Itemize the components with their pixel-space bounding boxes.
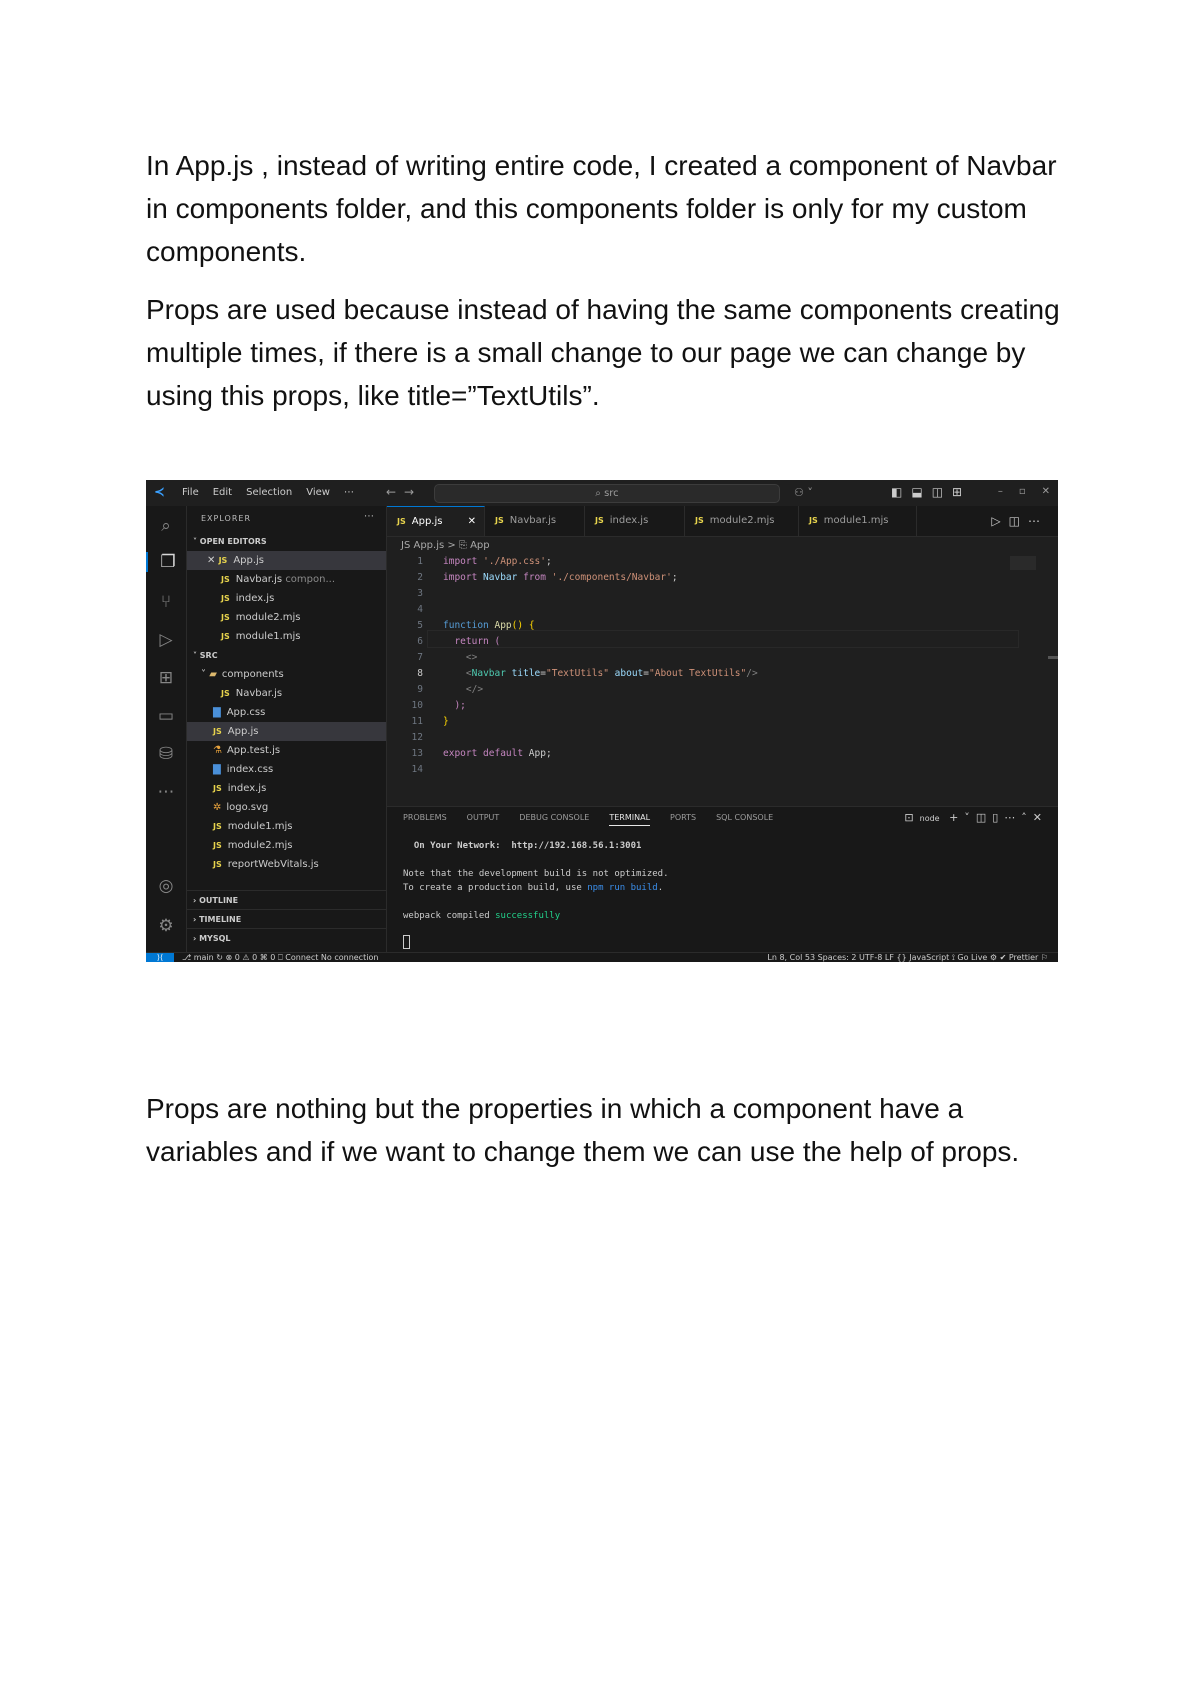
tab-terminal[interactable]: TERMINAL <box>609 813 650 826</box>
test-file-icon: ⚗ <box>213 745 222 756</box>
menu-selection[interactable]: Selection <box>246 487 293 498</box>
open-editor-item[interactable] <box>187 627 386 646</box>
tab-index-js[interactable] <box>585 506 685 536</box>
code-line: </> <box>465 684 484 695</box>
line-number: 9 <box>417 684 423 695</box>
copilot-icon[interactable]: ⚇ ˅ <box>794 486 813 499</box>
open-editors-label: OPEN EDITORS <box>199 537 267 546</box>
terminal-line: webpack compiled successfully <box>403 911 561 921</box>
terminal-shell-label: node <box>919 814 940 823</box>
line-number: 3 <box>417 588 423 599</box>
tab-sql-console[interactable]: SQL CONSOLE <box>716 813 774 822</box>
file-name: App.test.js <box>226 745 281 756</box>
toggle-secondary-sidebar-icon[interactable]: ◫ <box>931 485 944 499</box>
css-file-icon: ▇ <box>213 764 221 775</box>
file-item[interactable] <box>187 817 386 836</box>
file-name: index.js <box>227 783 267 794</box>
explorer-header: EXPLORER <box>201 514 251 523</box>
tab-label: index.js <box>609 515 649 526</box>
js-file-icon: JS <box>221 594 230 603</box>
tab-app-js[interactable] <box>387 506 485 536</box>
run-debug-icon[interactable]: ▷ <box>159 630 173 650</box>
line-number: 11 <box>411 716 423 727</box>
css-file-icon: ▇ <box>213 707 221 718</box>
close-tab-icon[interactable]: ✕ <box>467 516 476 527</box>
tab-module2-mjs[interactable] <box>685 506 799 536</box>
src-section[interactable]: ˅ SRC <box>193 651 218 660</box>
file-item[interactable] <box>187 779 386 798</box>
line-number: 5 <box>417 620 423 631</box>
line-number: 2 <box>417 572 423 583</box>
line-number: 8 <box>417 668 423 679</box>
maximize-icon[interactable]: ▫ <box>1018 486 1026 497</box>
timeline-label: TIMELINE <box>199 915 242 924</box>
file-name: module2.mjs <box>235 612 301 623</box>
tab-navbar-js[interactable] <box>485 506 585 536</box>
tab-label: module2.mjs <box>709 515 775 526</box>
close-icon[interactable]: ✕ <box>207 555 219 566</box>
nav-arrows-icon[interactable]: ←→ <box>386 485 423 499</box>
more-actions-icon[interactable]: ⋯ <box>1004 811 1022 824</box>
file-name: logo.svg <box>226 802 269 813</box>
outline-label: OUTLINE <box>199 896 239 905</box>
code-line: function App() { <box>443 620 535 631</box>
terminal-cursor <box>403 935 410 949</box>
menu-file[interactable]: File <box>182 487 199 498</box>
file-path-detail: compon... <box>285 574 336 585</box>
toggle-sidebar-icon[interactable]: ◧ <box>891 485 903 499</box>
tab-ports[interactable]: PORTS <box>670 813 697 822</box>
file-item[interactable] <box>187 760 386 779</box>
status-left[interactable]: ⎇ main ↻ ⊗ 0 ⚠ 0 ⌘ 0 ⎕ Connect No connection <box>182 953 379 962</box>
paragraph-props-definition: Props are nothing but the properties in which a component have a variables and if we want to change them we can use the help of props. <box>146 1093 1020 1167</box>
tab-label: App.js <box>411 516 443 527</box>
js-file-icon: JS <box>213 860 222 869</box>
line-number: 6 <box>417 636 423 647</box>
window-controls <box>998 486 1050 497</box>
menu-more[interactable]: ⋯ <box>343 487 354 498</box>
more-views-icon[interactable]: ⋯ <box>157 782 175 802</box>
js-file-icon: JS <box>213 784 222 793</box>
terminal-icon[interactable]: ⊡ <box>904 811 920 824</box>
split-terminal-icon[interactable]: ◫ <box>975 811 993 824</box>
file-item[interactable] <box>187 741 386 760</box>
file-item[interactable] <box>187 722 386 741</box>
mysql-label: MYSQL <box>199 934 231 943</box>
panel-actions <box>904 811 1048 824</box>
remote-indicator-icon[interactable]: ⟩⟨ <box>146 953 174 962</box>
panel-tabs <box>403 813 773 826</box>
code-line: return ( <box>454 636 501 647</box>
account-icon[interactable]: ◎ <box>158 876 174 896</box>
file-item[interactable] <box>187 798 386 817</box>
src-label: SRC <box>199 651 218 660</box>
menu-bar <box>182 487 354 498</box>
js-file-icon: JS <box>397 517 406 526</box>
open-editor-item[interactable] <box>187 570 386 589</box>
tab-problems[interactable]: PROBLEMS <box>403 813 447 822</box>
js-file-icon: JS <box>595 516 604 525</box>
line-number: 10 <box>411 700 423 711</box>
menu-view[interactable]: View <box>306 487 330 498</box>
line-number: 7 <box>417 652 423 663</box>
source-control-icon[interactable]: ⑂ <box>160 592 172 612</box>
open-editor-item[interactable] <box>187 589 386 608</box>
file-name: Navbar.js <box>235 574 283 585</box>
file-item[interactable] <box>187 703 386 722</box>
title-bar <box>146 480 1058 507</box>
js-file-icon: JS <box>221 613 230 622</box>
scrollbar[interactable] <box>1048 656 1058 659</box>
js-file-icon: JS <box>221 689 230 698</box>
search-icon[interactable]: ⌕ <box>161 516 171 536</box>
tab-label: Navbar.js <box>509 515 557 526</box>
tab-label: module1.mjs <box>823 515 889 526</box>
file-name: module1.mjs <box>235 631 301 642</box>
breadcrumb[interactable]: JS App.js > ⎘ App <box>401 540 490 551</box>
database-icon[interactable]: ⛁ <box>158 744 174 764</box>
js-file-icon: JS <box>213 727 222 736</box>
code-line: import Navbar from './components/Navbar'; <box>443 572 678 583</box>
menu-edit[interactable]: Edit <box>212 487 233 498</box>
remote-explorer-icon[interactable]: ▭ <box>157 706 175 726</box>
file-name: App.js <box>227 726 259 737</box>
js-file-icon: JS <box>695 516 704 525</box>
code-line: ); <box>454 700 466 711</box>
explorer-more-icon[interactable]: ⋯ <box>364 511 374 522</box>
file-item[interactable] <box>187 855 386 874</box>
explorer-icon[interactable]: ❐ <box>146 552 188 572</box>
code-line: } <box>443 716 449 727</box>
code-line: export default App; <box>443 748 552 759</box>
settings-gear-icon[interactable]: ⚙ <box>158 916 174 936</box>
file-item[interactable] <box>187 684 386 703</box>
file-name: index.css <box>226 764 274 775</box>
mysql-section[interactable]: › MYSQL <box>187 928 386 948</box>
minimap[interactable] <box>1010 556 1036 570</box>
line-number: 13 <box>411 748 423 759</box>
file-name: module2.mjs <box>227 840 293 851</box>
open-editor-item[interactable] <box>187 551 386 570</box>
svg-file-icon: ✲ <box>213 802 222 813</box>
file-name: index.js <box>235 593 275 604</box>
new-terminal-icon[interactable]: +˅ <box>949 811 976 824</box>
folder-icon: ▰ <box>209 669 217 680</box>
explorer-sidebar <box>187 506 387 952</box>
js-file-icon: JS <box>221 575 230 584</box>
terminal-line: On Your Network: http://192.168.56.1:3001 <box>403 841 642 851</box>
status-right[interactable]: Ln 8, Col 53 Spaces: 2 UTF-8 LF {} JavaScript ⟟ Go Live ⚙ ✔ Prettier ⚐ <box>767 953 1048 962</box>
editor-tabs <box>387 506 1058 537</box>
file-item[interactable] <box>187 836 386 855</box>
minimize-icon[interactable]: – <box>997 486 1003 497</box>
editor-area <box>387 506 1058 806</box>
js-file-icon: JS <box>213 841 222 850</box>
activity-bar <box>146 506 187 952</box>
close-window-icon[interactable]: ✕ <box>1041 486 1050 497</box>
tab-debug-console[interactable]: DEBUG CONSOLE <box>519 813 590 822</box>
run-split-more-icon[interactable]: ▷◫⋯ <box>991 514 1048 528</box>
file-name: Navbar.js <box>235 688 283 699</box>
terminal-line: To create a production build, use npm run build. <box>403 883 664 893</box>
line-number: 4 <box>417 604 423 615</box>
tab-module1-mjs[interactable] <box>799 506 917 536</box>
customize-layout-icon[interactable]: ⊞ <box>952 485 963 499</box>
open-editor-item[interactable] <box>187 608 386 627</box>
file-name: reportWebVitals.js <box>227 859 319 870</box>
status-bar <box>146 952 1058 962</box>
line-number: 12 <box>411 732 423 743</box>
terminal-line: Note that the development build is not optimized. <box>403 869 669 879</box>
vscode-screenshot <box>146 480 1058 962</box>
paragraph-app-js: In App.js , instead of writing entire code, I created a component of Navbar in components folder, and this components folder is only for my custom components. <box>146 150 1057 267</box>
code-line: import './App.css'; <box>443 556 552 567</box>
folder-name: components <box>221 669 284 680</box>
js-file-icon: JS <box>495 516 504 525</box>
js-file-icon: JS <box>213 822 222 831</box>
layout-controls <box>891 485 962 499</box>
open-editors-section[interactable]: ˅ OPEN EDITORS <box>193 537 267 546</box>
js-file-icon: JS <box>221 632 230 641</box>
toggle-panel-icon[interactable]: ⬓ <box>911 485 923 499</box>
js-file-icon: JS <box>218 556 228 565</box>
maximize-panel-icon[interactable]: ˄ <box>1021 811 1033 824</box>
file-name: App.js <box>233 555 265 566</box>
command-center-search[interactable]: ⌕ src <box>434 484 780 503</box>
code-line: <> <box>465 652 478 663</box>
vscode-logo-icon: ≺ <box>154 485 165 500</box>
file-name: App.css <box>226 707 266 718</box>
tab-output[interactable]: OUTPUT <box>466 813 500 822</box>
kill-terminal-icon[interactable]: ▯ <box>992 811 1005 824</box>
line-number: 14 <box>411 764 423 775</box>
line-number: 1 <box>417 556 423 567</box>
extensions-icon[interactable]: ⊞ <box>158 668 174 688</box>
close-panel-icon[interactable]: ✕ <box>1032 811 1048 824</box>
file-name: module1.mjs <box>227 821 293 832</box>
timeline-section[interactable]: › TIMELINE <box>187 909 386 929</box>
current-line-highlight <box>427 630 1019 648</box>
folder-components[interactable]: ˅ ▰ components <box>201 669 284 680</box>
paragraph-props-used: Props are used because instead of having the same components creating multiple times, if there is a small change to our page we can change by using this props, like title=”TextUtils”. <box>146 294 1060 411</box>
code-line: <Navbar title="TextUtils" about="About TextUtils"/> <box>465 668 758 679</box>
js-file-icon: JS <box>809 516 818 525</box>
outline-section[interactable]: › OUTLINE <box>187 890 386 910</box>
terminal-panel <box>387 806 1058 953</box>
